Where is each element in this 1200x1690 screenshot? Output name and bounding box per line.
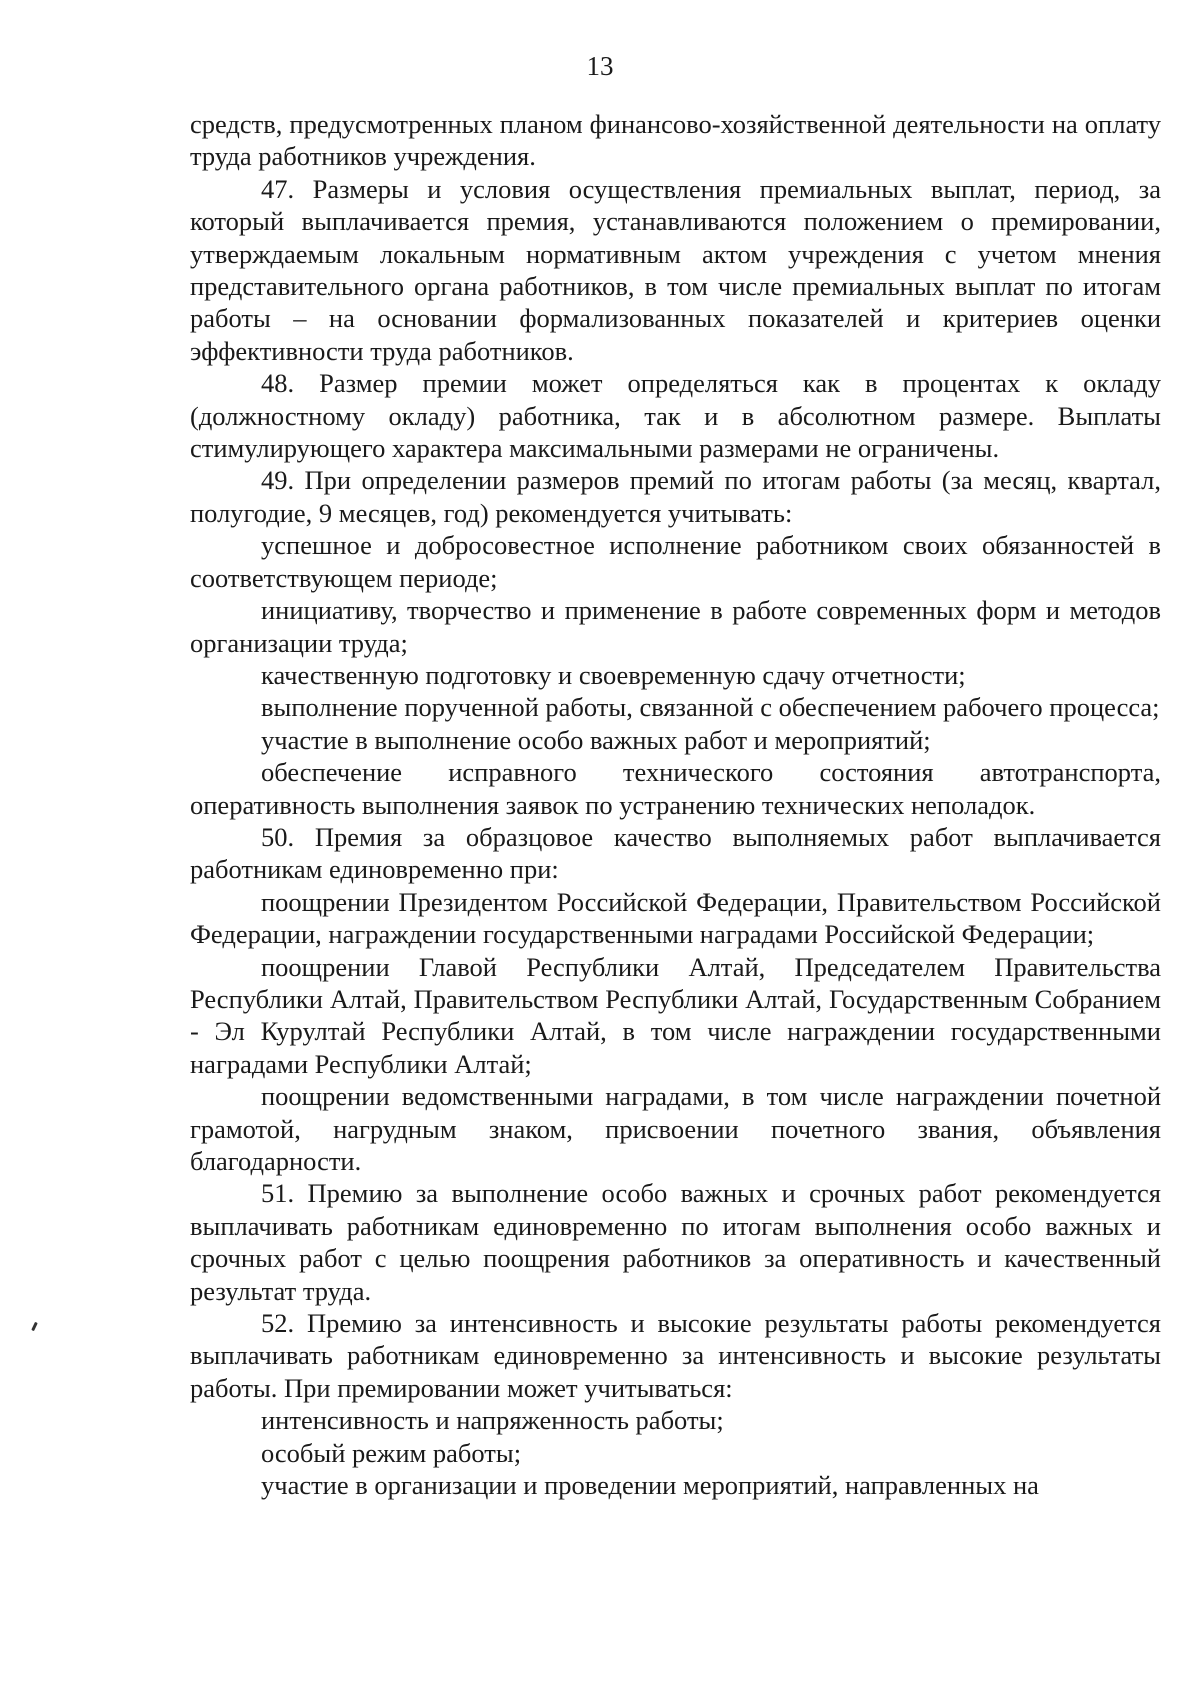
list-item: участие в выполнение особо важных работ и мероприятий;: [261, 724, 931, 755]
list-item: обеспечение исправного технического состояния автотранспорта, оперативность выполнения заявок по устранению технических неполадок.: [190, 757, 1161, 820]
list-item: выполнение порученной работы, связанной с обеспечением рабочего процесса;: [261, 692, 1160, 723]
list-item: инициативу, творчество и применение в работе современных форм и методов организации труда;: [190, 595, 1161, 658]
list-item: качественную подготовку и своевременную сдачу отчетности;: [261, 659, 966, 690]
paragraph-47: 47. Размеры и условия осуществления премиальных выплат, период, за который выплачивается премия, устанавливаются положением о премировании, утверждаемым локальным нормативным актом учреждения с учетом мнения представительного органа работников, в том числе премиальных выплат по итогам работы – на основании формализованных показателей и критериев оценки эффективности труда работников.: [190, 173, 1161, 366]
scan-speck: [31, 1322, 38, 1331]
paragraph-48: 48. Размер премии может определяться как в процентах к окладу (должностному окладу) работника, так и в абсолютном размере. Выплаты стимулирующего характера максимальными размерами не ограничены.: [190, 368, 1161, 464]
paragraph-51: 51. Премию за выполнение особо важных и срочных работ рекомендуется выплачивать работникам единовременно по итогам выполнения особо важных и срочных работ с целью поощрения работников за оперативность и качественный результат труда.: [190, 1178, 1161, 1306]
list-item: участие в организации и проведении мероприятий, направленных на: [261, 1470, 1039, 1501]
paragraph-50: 50. Премия за образцовое качество выполняемых работ выплачивается работникам единовременно при:: [190, 821, 1161, 885]
list-item: поощрении Главой Республики Алтай, Председателем Правительства Республики Алтай, Правительством Республики Алтай, Государственным Собранием - Эл Курултай Республики Алтай, в том числе награждении государственными наградами Республики Алтай;: [190, 951, 1161, 1079]
list-item: поощрении ведомственными наградами, в том числе награждении почетной грамотой, нагрудным знаком, присвоении почетного звания, объявления благодарности.: [190, 1081, 1161, 1176]
list-item: интенсивность и напряженность работы;: [261, 1405, 724, 1436]
paragraph-continuation: средств, предусмотренных планом финансово-хозяйственной деятельности на оплату труда работников учреждения.: [190, 109, 1161, 172]
list-item: особый режим работы;: [261, 1437, 522, 1468]
paragraph-52: 52. Премию за интенсивность и высокие результаты работы рекомендуется выплачивать работникам единовременно за интенсивность и высокие результаты работы. При премировании может учитываться:: [190, 1308, 1161, 1403]
document-body: [190, 108, 1161, 1501]
paragraph-49: 49. При определении размеров премий по итогам работы (за месяц, квартал, полугодие, 9 месяцев, год) рекомендуется учитывать:: [190, 465, 1161, 528]
list-item: поощрении Президентом Российской Федерации, Правительством Российской Федерации, награждении государственными наградами Российской Федерации;: [190, 886, 1161, 950]
list-item: успешное и добросовестное исполнение работником своих обязанностей в соответствующем периоде;: [190, 530, 1161, 593]
page-number: 13: [586, 51, 614, 81]
